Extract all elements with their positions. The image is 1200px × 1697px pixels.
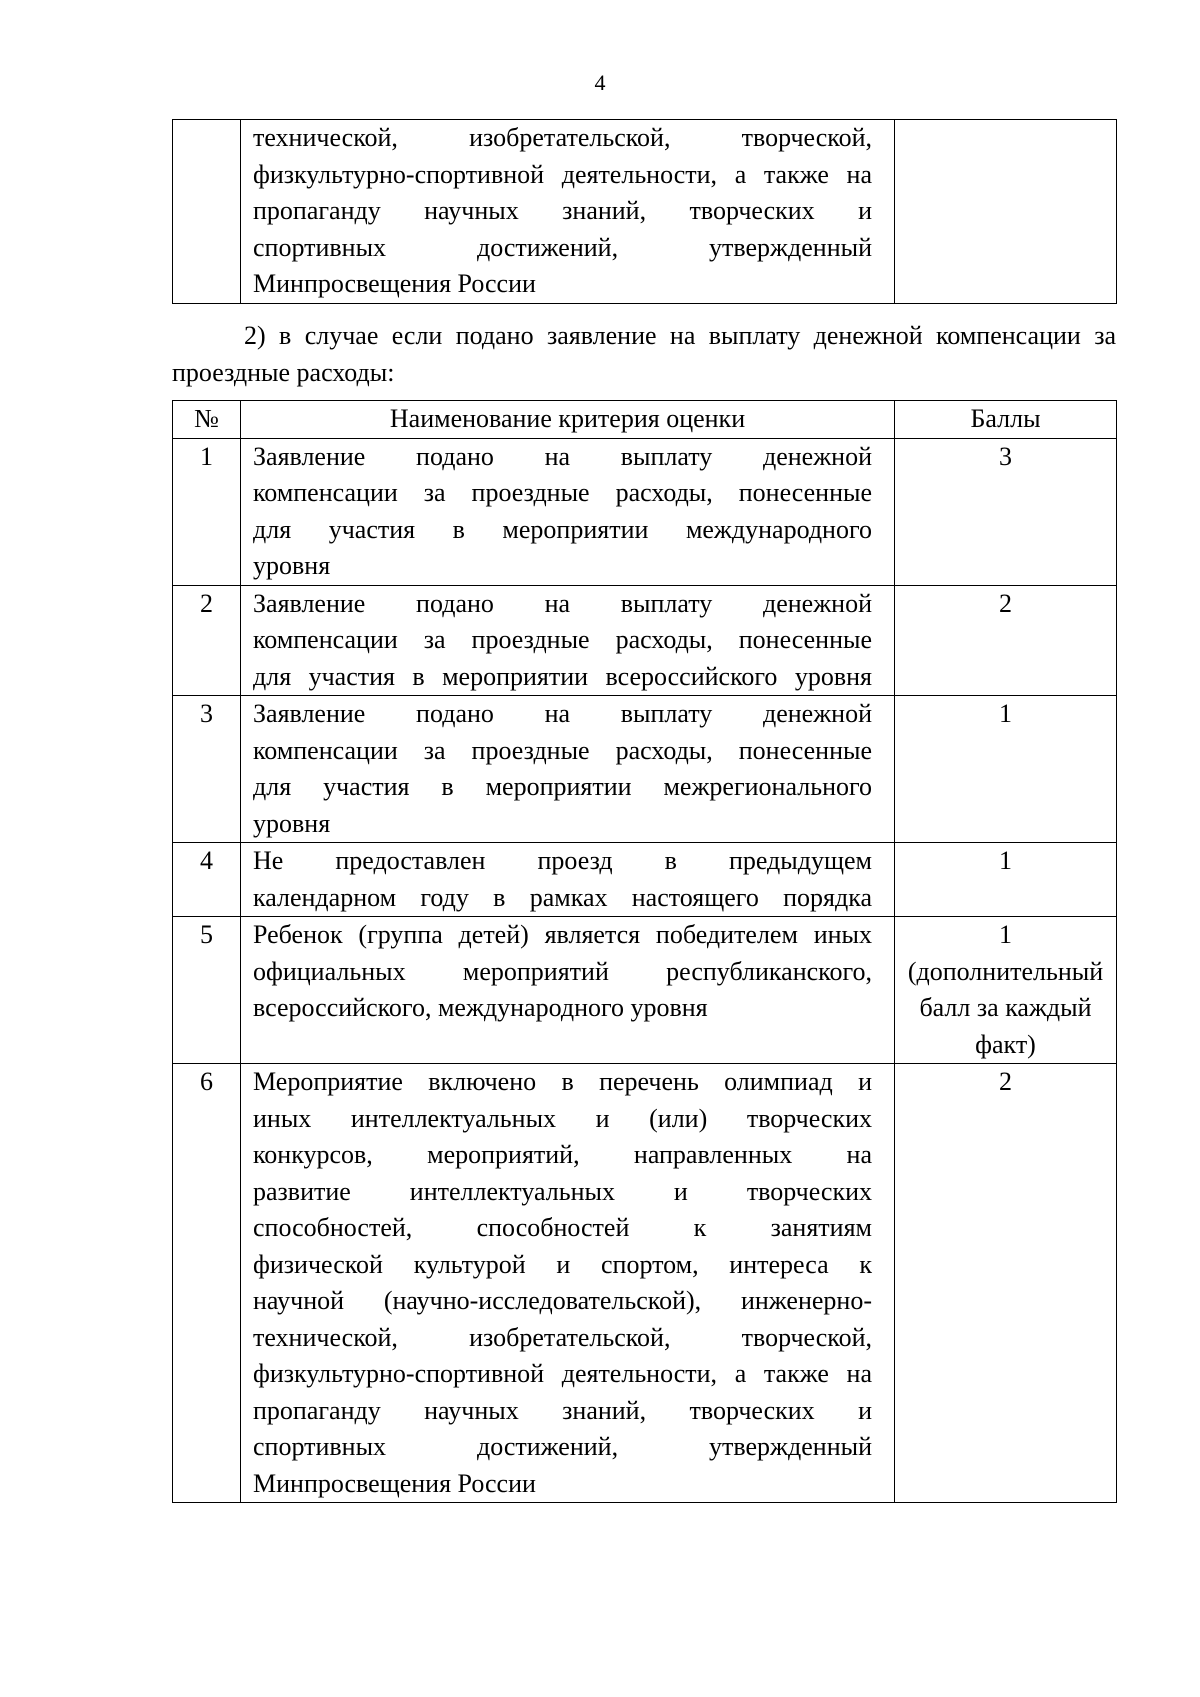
criterion-line: компенсации за проездные расходы, понесенные [253, 735, 872, 765]
criterion-line: Минпросвещения России [253, 1468, 536, 1498]
criterion-line: иных интеллектуальных и (или) творческих [253, 1103, 872, 1133]
row-number: 6 [173, 1064, 241, 1503]
criterion-line: компенсации за проездные расходы, понесенные [253, 478, 872, 507]
criterion-line: спортивных достижений, утвержденный [253, 232, 872, 262]
criterion-line: Мероприятие включено в перечень олимпиад и [253, 1067, 872, 1096]
page-number: 4 [594, 70, 606, 95]
criterion-line: спортивных достижений, утвержденный [253, 1432, 872, 1461]
points-line: 1 [999, 846, 1012, 875]
table-row [173, 585, 1117, 696]
points-cell [895, 696, 1117, 843]
criterion-line: Заявление подано на выплату денежной [253, 588, 872, 618]
points-line: балл за каждый [919, 993, 1092, 1022]
points-line: 2 [999, 588, 1012, 618]
points-cell [895, 1064, 1117, 1503]
table-row [173, 696, 1117, 843]
table-row [173, 438, 1117, 585]
criterion-line: Заявление подано на выплату денежной [253, 699, 872, 728]
table-header-row [173, 401, 1117, 439]
criterion-line: способностей, способностей к занятиям [253, 1213, 872, 1242]
points-cell [895, 438, 1117, 585]
criterion-line: пропаганду научных знаний, творческих и [253, 1395, 872, 1425]
criterion-cell [241, 120, 895, 304]
criterion-line: для участия в мероприятии международного [253, 514, 872, 544]
points-line: 2 [999, 1067, 1012, 1096]
criterion-line: уровня [253, 551, 331, 580]
criterion-cell [241, 843, 895, 917]
section-paragraph [172, 318, 1116, 391]
criterion-cell [241, 917, 895, 1064]
criterion-line: Заявление подано на выплату денежной [253, 441, 872, 471]
criterion-line: научной (научно-исследовательской), инженерно- [253, 1286, 872, 1315]
paragraph-line: 2) в случае если подано заявление на выплату денежной компенсации за [244, 321, 1116, 350]
criterion-line: Не предоставлен проезд в предыдущем [253, 846, 872, 875]
points-cell [895, 120, 1117, 304]
criterion-line: конкурсов, мероприятий, направленных на [253, 1140, 872, 1169]
number-cell [173, 120, 241, 304]
criterion-cell [241, 585, 895, 696]
criterion-line: Ребенок (группа детей) является победителем иных [253, 920, 872, 949]
paragraph-line: проездные расходы: [172, 357, 395, 387]
criterion-line: официальных мероприятий республиканского, [253, 956, 872, 986]
row-number: 4 [173, 843, 241, 917]
points-line: факт) [975, 1029, 1036, 1059]
criterion-line: физкультурно-спортивной деятельности, а также на [253, 159, 872, 189]
criterion-line: развитие интеллектуальных и творческих [253, 1176, 872, 1206]
row-number: 3 [173, 696, 241, 843]
points-cell [895, 585, 1117, 696]
criterion-line: пропаганду научных знаний, творческих и [253, 196, 872, 225]
criterion-line: компенсации за проездные расходы, понесенные [253, 625, 872, 654]
criterion-cell [241, 1064, 895, 1503]
criterion-line: уровня [253, 808, 331, 838]
row-number: 2 [173, 585, 241, 696]
criteria-table [172, 400, 1117, 1503]
criterion-line: для участия в мероприятии всероссийского уровня [253, 661, 872, 691]
criterion-line: для участия в мероприятии межрегионального [253, 772, 872, 801]
header-number: № [173, 401, 241, 439]
header-criterion: Наименование критерия оценки [241, 401, 895, 439]
criterion-line: Минпросвещения России [253, 269, 536, 298]
points-cell [895, 843, 1117, 917]
criterion-line: технической, изобретательской, творческой, [253, 123, 872, 152]
points-line: 1 [999, 920, 1012, 949]
continued-criteria-table [172, 119, 1117, 304]
row-number: 5 [173, 917, 241, 1064]
criterion-line: всероссийского, международного уровня [253, 993, 708, 1022]
criterion-line: физкультурно-спортивной деятельности, а также на [253, 1359, 872, 1388]
criterion-line: технической, изобретательской, творческой, [253, 1322, 872, 1352]
points-line: 3 [999, 441, 1012, 471]
table-row [173, 120, 1117, 304]
points-line: (дополнительный [907, 956, 1104, 986]
header-points: Баллы [895, 401, 1117, 439]
row-number: 1 [173, 438, 241, 585]
points-cell [895, 917, 1117, 1064]
table-row [173, 843, 1117, 917]
points-line: 1 [999, 699, 1012, 728]
table-row [173, 1064, 1117, 1503]
criterion-line: календарном году в рамках настоящего порядка [253, 882, 872, 912]
criterion-cell [241, 696, 895, 843]
table-row [173, 917, 1117, 1064]
criterion-line: физической культурой и спортом, интереса к [253, 1249, 872, 1279]
criterion-cell [241, 438, 895, 585]
